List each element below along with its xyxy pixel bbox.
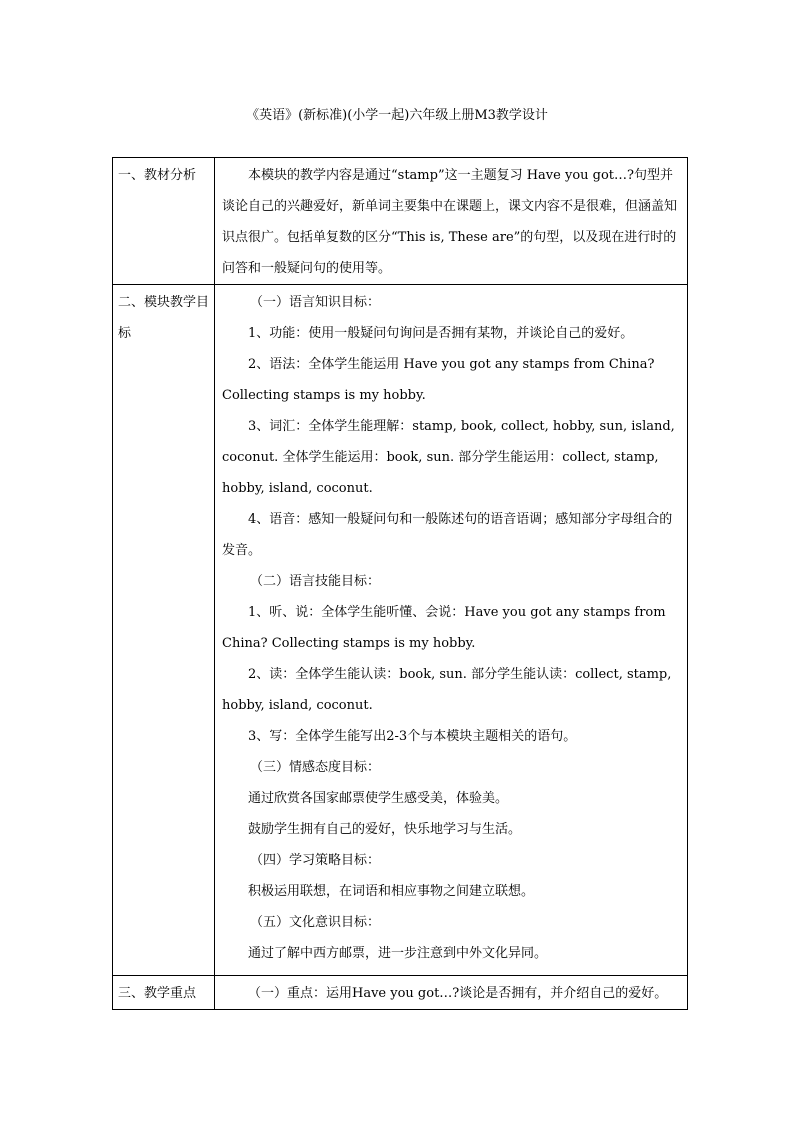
objective-line: 通过了解中西方邮票，进一步注意到中外文化异同。: [248, 946, 548, 961]
analysis-paragraph: 本模块的教学内容是通过“stamp”这一主题复习 Have you got…?句型并谈论自己的兴趣爱好，新单词主要集中在课题上，课文内容不是很难，但涵盖知识点很广。包括单复数的区分“This is, These are”的句型，以及现在进行时的问答和一般疑问句的使用等。: [222, 168, 678, 276]
lesson-plan-table: [112, 157, 688, 1010]
objective-line: 鼓励学生拥有自己的爱好，快乐地学习与生活。: [248, 822, 522, 837]
objective-heading: （四）学习策略目标：: [250, 853, 381, 868]
objective-line: 1、功能：使用一般疑问句询问是否拥有某物，并谈论自己的爱好。: [248, 326, 634, 341]
objective-line: 2、语法：全体学生能运用 Have you got any stamps from China? Collecting stamps is my hobby.: [222, 357, 655, 403]
section-label-textbook-analysis: 一、教材分析: [113, 158, 215, 285]
objective-line: 积极运用联想，在词语和相应事物之间建立联想。: [248, 884, 535, 899]
objective-line: 1、听、说：全体学生能听懂、会说：Have you got any stamps from China? Collecting stamps is my hobby.: [222, 605, 666, 651]
section-label-module-objectives: 二、模块教学目标: [113, 285, 215, 976]
objective-line: 3、写：全体学生能写出2-3个与本模块主题相关的语句。: [248, 729, 577, 744]
objective-line: 3、词汇：全体学生能理解：stamp, book, collect, hobby, sun, island, coconut. 全体学生能运用：book, sun. 部分学生能运用：collect, stamp, hobby, island, coconut.: [222, 419, 675, 496]
objective-line: 4、语音：感知一般疑问句和一般陈述句的语音语调；感知部分字母组合的发音。: [222, 512, 673, 558]
objective-heading: （二）语言技能目标：: [250, 574, 381, 589]
table-row: [113, 976, 688, 1010]
table-row: [113, 285, 688, 976]
section-label-teaching-focus: 三、教学重点: [113, 976, 215, 1010]
focus-paragraph: （一）重点：运用Have you got…?谈论是否拥有，并介绍自己的爱好。: [248, 986, 668, 1001]
objective-heading: （五）文化意识目标：: [250, 915, 381, 930]
objective-line: 2、读：全体学生能认读：book, sun. 部分学生能认读：collect, stamp, hobby, island, coconut.: [222, 667, 672, 713]
section-content-teaching-focus: [215, 976, 688, 1010]
section-content-module-objectives: [215, 285, 688, 976]
objective-line: 通过欣赏各国家邮票使学生感受美，体验美。: [248, 791, 509, 806]
document-title: 《英语》(新标准)(小学一起)六年级上册M3教学设计: [246, 108, 548, 123]
objective-heading: （三）情感态度目标：: [250, 760, 381, 775]
objective-heading: （一）语言知识目标：: [250, 295, 381, 310]
section-content-textbook-analysis: [215, 158, 688, 285]
table-row: [113, 158, 688, 285]
